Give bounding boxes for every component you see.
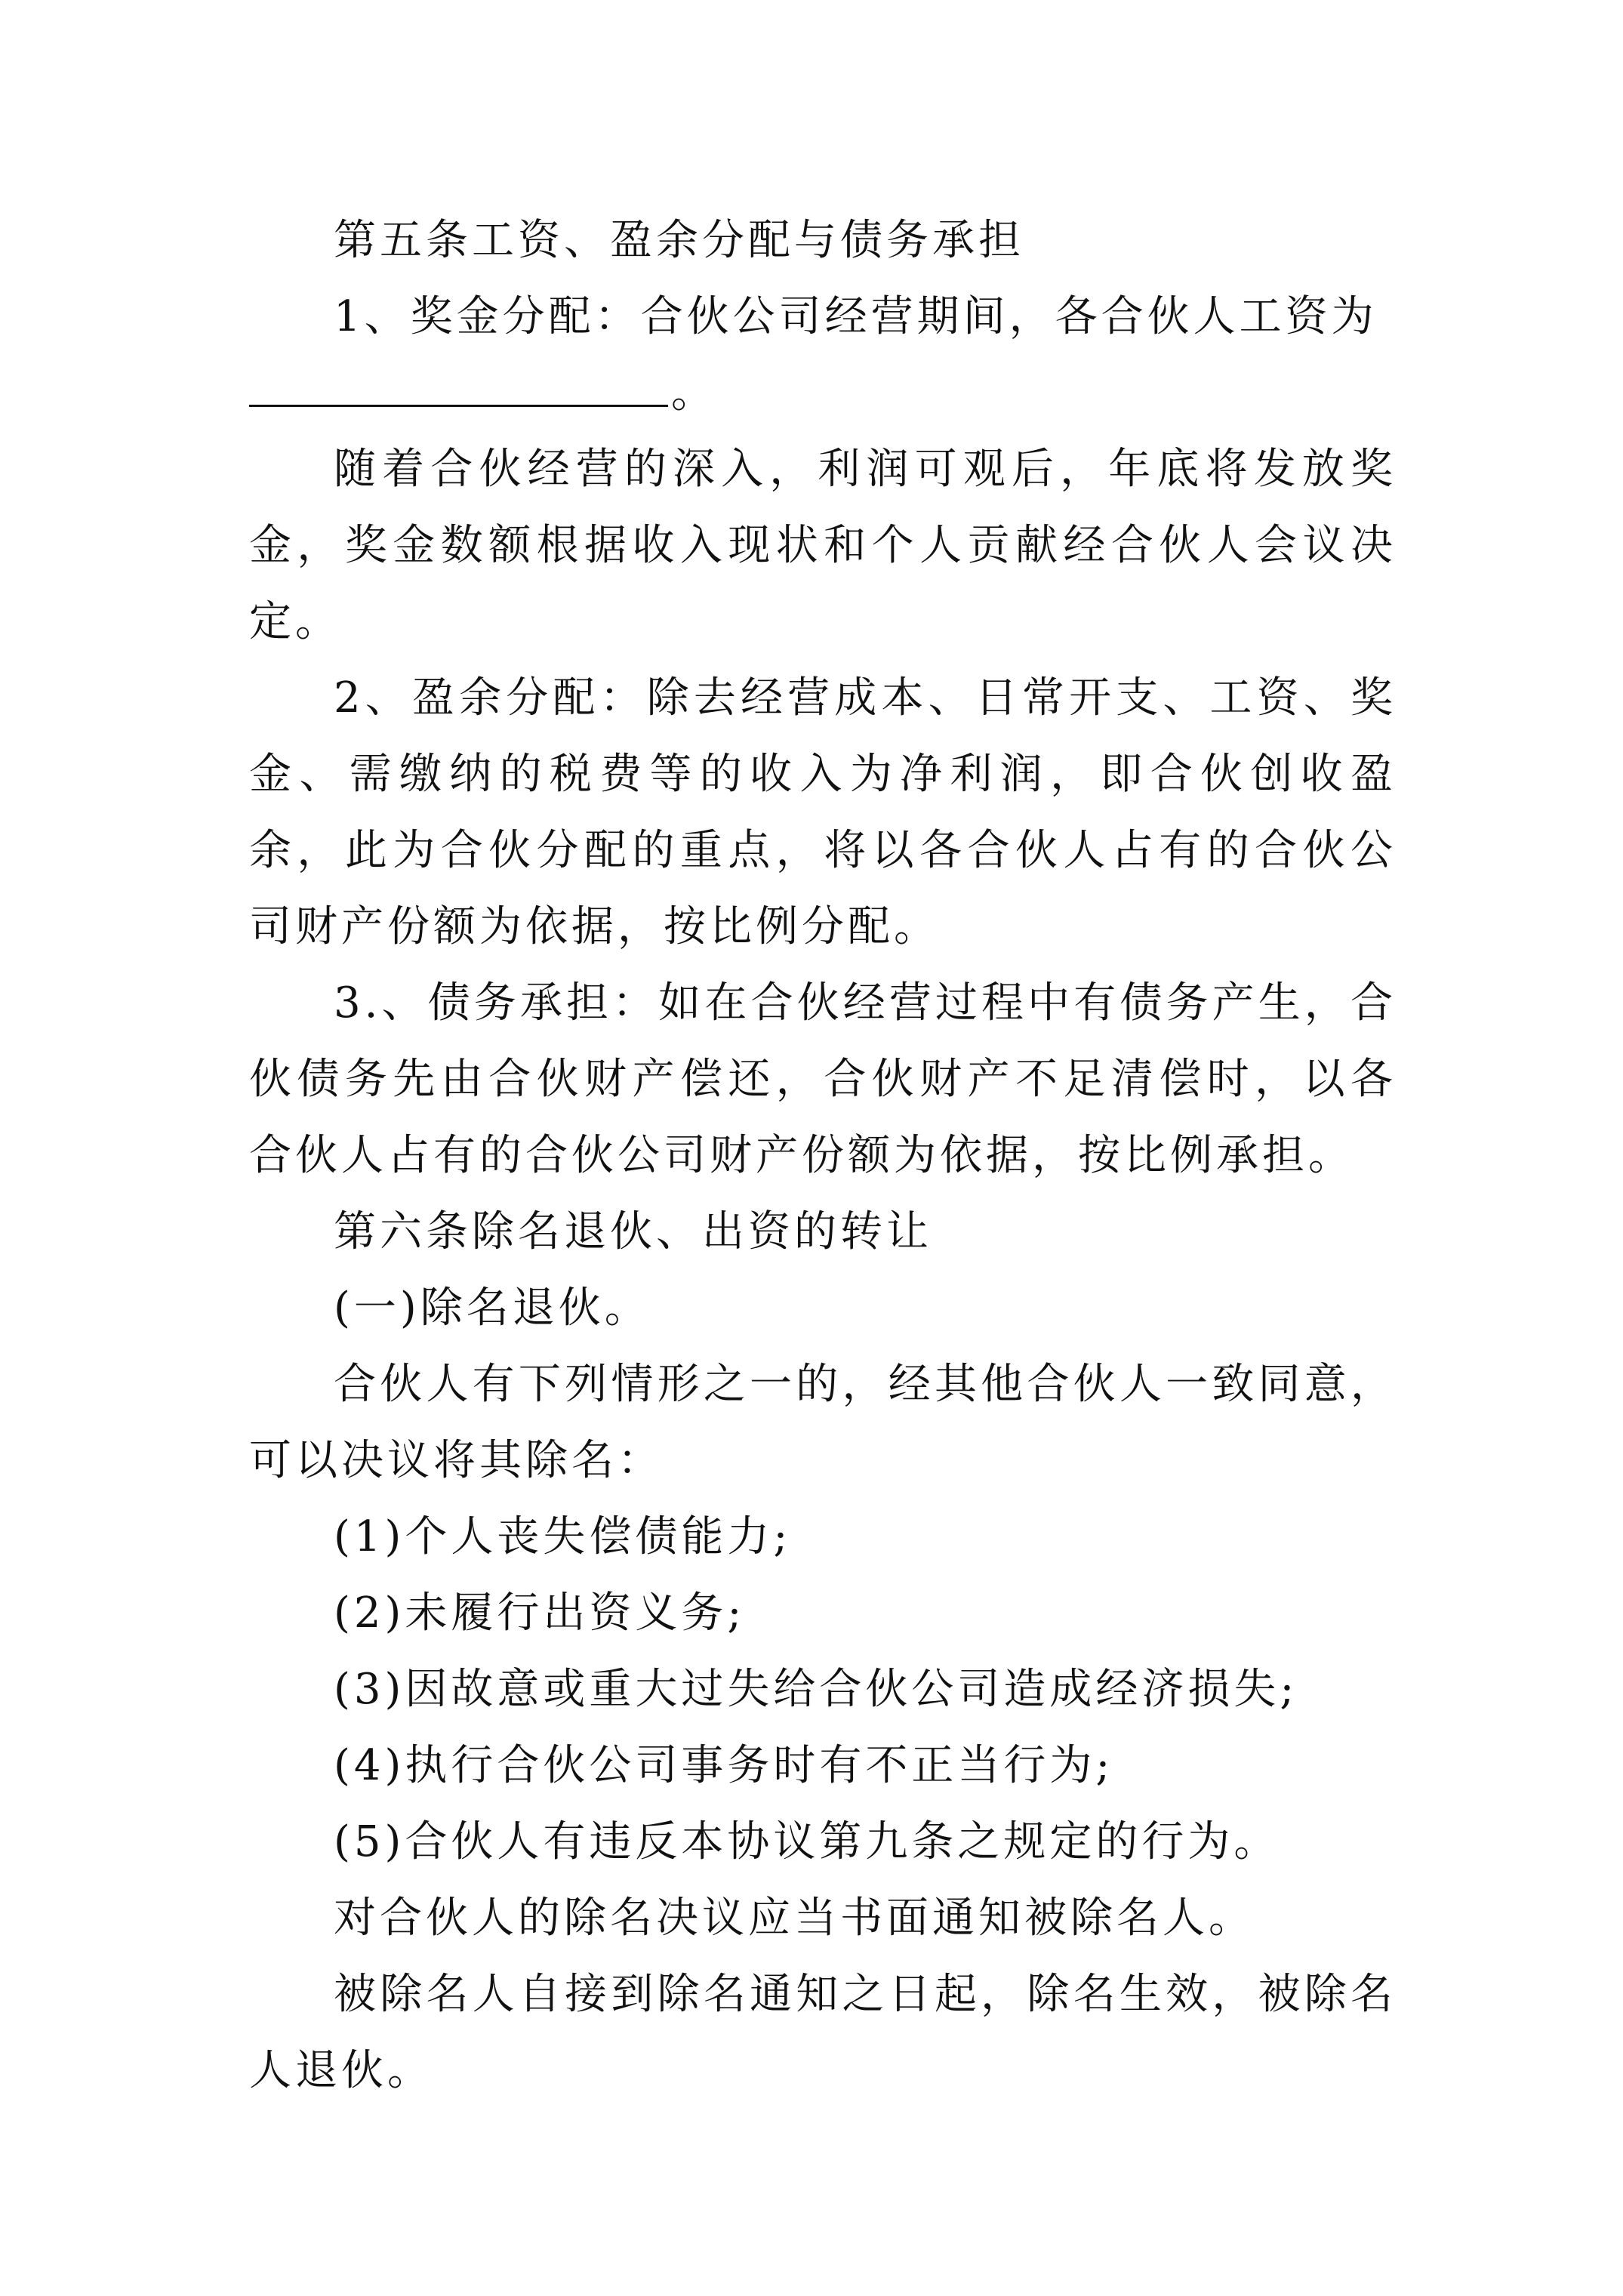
article5-title: 第五条工资、盈余分配与债务承担: [334, 216, 1024, 265]
expulsion-intro: 合伙人有下列情形之一的，经其他合伙人一致同意，可以决议将其除名：: [249, 1360, 1397, 1485]
list-item: (1)个人丧失偿债能力;: [334, 1512, 792, 1561]
bonus-blank-end: 。: [671, 368, 717, 418]
list-item: (2)未履行出资义务;: [334, 1589, 746, 1638]
bonus-line: 1、奖金分配：合伙公司经营期间，各合伙人工资为: [334, 292, 1378, 341]
document-body: [249, 202, 1397, 2109]
effective-paragraph: 被除名人自接到除名通知之日起，除名生效，被除名人退伙。: [249, 1970, 1397, 2095]
surplus-paragraph: 2、盈余分配：除去经营成本、日常开支、工资、奖金、需缴纳的税费等的收入为净利润，即合伙创收盈余，此为合伙分配的重点，将以各合伙人占有的合伙公司财产份额为依据，按比例分配。: [249, 673, 1397, 951]
notice-paragraph: 对合伙人的除名决议应当书面通知被除名人。: [334, 1894, 1255, 1943]
list-item: (4)执行合伙公司事务时有不正当行为;: [334, 1741, 1114, 1790]
bonus-paragraph: 随着合伙经营的深入，利润可观后，年底将发放奖金，奖金数额根据收入现状和个人贡献经合伙人会议决定。: [249, 445, 1397, 646]
section1-title: (一)除名退伙。: [334, 1284, 651, 1333]
list-item: (5)合伙人有违反本协议第九条之规定的行为。: [334, 1817, 1280, 1866]
fill-in-blank: [249, 358, 668, 407]
bonus-blank-line: [249, 355, 1397, 431]
list-item: (3)因故意或重大过失给合伙公司造成经济损失;: [334, 1665, 1298, 1714]
debt-paragraph: 3.、债务承担：如在合伙经营过程中有债务产生，合伙债务先由合伙财产偿还，合伙财产不足清偿时，以各合伙人占有的合伙公司财产份额为依据，按比例承担。: [249, 978, 1397, 1180]
article6-title: 第六条除名退伙、出资的转让: [334, 1207, 932, 1256]
